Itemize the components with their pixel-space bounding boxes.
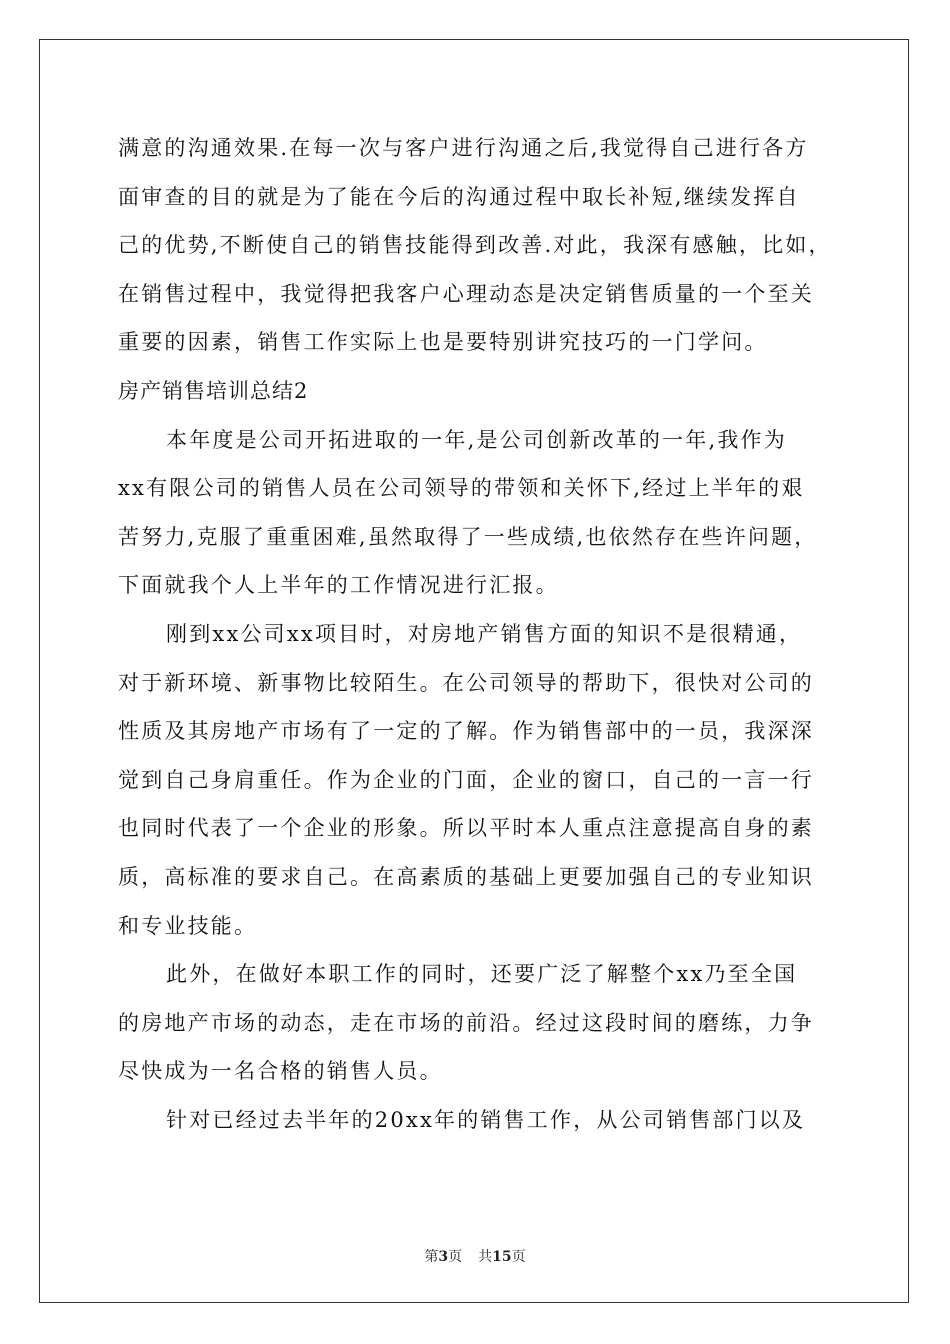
section-heading: 房产销售培训总结2: [118, 378, 309, 403]
text-line: 质，高标准的要求自己。在高素质的基础上更要加强自己的专业知识: [118, 864, 814, 889]
page-prefix: 第: [424, 1249, 439, 1265]
text-line: 尽快成为一名合格的销售人员。: [118, 1059, 443, 1084]
paragraph-first-line: 针对已经过去半年的20xx年的销售工作，从公司销售部门以及: [166, 1107, 806, 1132]
text-line: 在销售过程中，我觉得把我客户心理动态是决定销售质量的一个至关: [118, 281, 814, 306]
document-body: [118, 124, 838, 1144]
text-line: 和专业技能。: [118, 913, 258, 938]
text-line: 也同时代表了一个企业的形象。所以平时本人重点注意提高自身的素: [118, 816, 814, 841]
text-line: 觉到自己身肩重任。作为企业的门面，企业的窗口，自己的一言一行: [118, 767, 814, 792]
total-prefix: 共: [478, 1249, 493, 1265]
text-line: 下面就我个人上半年的工作情况进行汇报。: [118, 573, 559, 598]
page-suffix: 页: [448, 1249, 463, 1265]
text-line: 面审查的目的就是为了能在今后的沟通过程中取长补短,继续发挥自: [118, 184, 800, 209]
text-line: 的房地产市场的动态，走在市场的前沿。经过这段时间的磨练，力争: [118, 1010, 814, 1035]
current-page-number: 3: [438, 1249, 449, 1265]
total-pages-number: 15: [492, 1249, 512, 1265]
text-line: 满意的沟通效果.在每一次与客户进行沟通之后,我觉得自己进行各方: [118, 136, 809, 160]
text-line: 对于新环境、新事物比较陌生。在公司领导的帮助下，很快对公司的: [118, 670, 814, 695]
text-line: 己的优势,不断使自己的销售技能得到改善.对此，我深有感触，比如，: [118, 233, 832, 258]
text-line: xx有限公司的销售人员在公司领导的带领和关怀下,经过上半年的艰: [118, 476, 805, 501]
text-line: 重要的因素，销售工作实际上也是要特别讲究技巧的一门学问。: [118, 330, 768, 355]
paragraph-first-line: 本年度是公司开拓进取的一年,是公司创新改革的一年,我作为: [166, 427, 787, 452]
text-line: 苦努力,克服了重重困难,虽然取得了一些成绩,也依然存在些许问题，: [118, 524, 818, 549]
text-line: 性质及其房地产市场有了一定的了解。作为销售部中的一员，我深深: [118, 719, 814, 744]
page-footer: [0, 1246, 950, 1266]
total-suffix: 页: [511, 1249, 526, 1265]
paragraph-first-line: 刚到xx公司xx项目时，对房地产销售方面的知识不是很精通，: [166, 621, 803, 646]
paragraph-first-line: 此外，在做好本职工作的同时，还要广泛了解整个xx乃至全国: [166, 962, 798, 987]
